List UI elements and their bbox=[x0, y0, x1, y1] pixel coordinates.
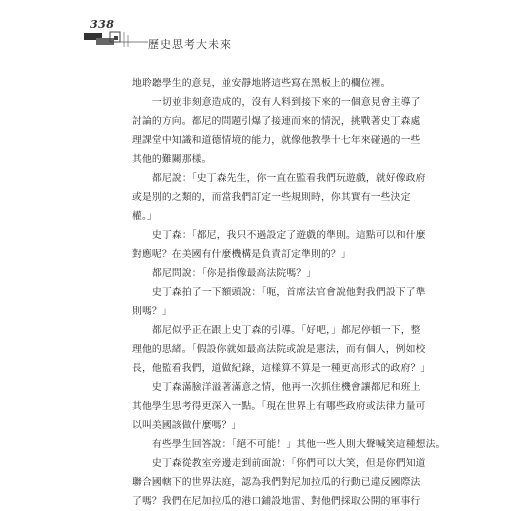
text-line: 聯合國轄下的世界法庭，認為我們對尼加拉瓜的行動已違反國際法 bbox=[132, 477, 421, 488]
text-line: 以叫美國該做什麼嗎？」 bbox=[132, 420, 242, 431]
text-line: 其他學生思考得更深入一點。「現在世界上有哪些政府或法律力量可 bbox=[132, 401, 426, 412]
text-line: 理他的思緒。「假設你就如最高法院或說是憲法，而有個人，例如校 bbox=[132, 344, 426, 355]
page-header bbox=[84, 18, 384, 51]
text-line: 理課堂中知識和道德情境的能力，就像他教學十七年來碰過的一些 bbox=[132, 135, 421, 146]
text-line: 其他的難關那樣。 bbox=[132, 154, 212, 165]
text-line: 長，他監看我們，道做紀錄，這樣算不算是一種更高形式的政府？」 bbox=[132, 363, 431, 374]
text-line: 史丁森滿臉洋溢著滿意之情，他再一次抓住機會讓都尼和班上 bbox=[152, 382, 421, 393]
text-line: 一切並非刻意造成的，沒有人料到接下來的一個意見會主導了 bbox=[152, 97, 421, 108]
text-line: 有些學生回答說：「絕不可能！」其他一些人則大聲喊笑這種想法。 bbox=[152, 439, 446, 450]
text-line: 或是別的之類的，而當我們訂定一些規則時，你其實有一些決定 bbox=[132, 192, 411, 203]
text-line: 都尼問說：「你是指像最高法院嗎？」 bbox=[152, 268, 317, 279]
text-line: 權。」 bbox=[132, 211, 157, 222]
text-line: 都尼似乎正在跟上史丁森的引導。「好吧，」都尼停頓一下，整 bbox=[152, 325, 421, 336]
running-title: 歷史思考大未來 bbox=[148, 38, 232, 51]
body-text bbox=[132, 74, 446, 511]
text-line: 史丁森從教室旁邊走到前面說：「你們可以大笑，但是你們知道 bbox=[152, 458, 426, 469]
text-line: 對應呢？在美國有什麼機構是負責訂定準則的？」 bbox=[132, 249, 351, 260]
text-line: 地聆聽學生的意見，並安靜地將這些寫在黑板上的欄位裡。 bbox=[132, 78, 391, 89]
text-line: 則嗎？」 bbox=[132, 306, 172, 317]
text-line: 都尼說：「史丁森先生，你一直在監看我們玩遊戲，就好像政府 bbox=[152, 173, 426, 184]
text-line: 討論的方向。都尼的問題引爆了接連而來的情況，挑戰著史丁森處 bbox=[132, 116, 421, 127]
page-number: 338 bbox=[90, 18, 115, 31]
text-line: 史丁森：「都尼，我只不過設定了遊戲的準則。這點可以和什麼 bbox=[152, 230, 426, 241]
header-ornament-icon bbox=[84, 31, 150, 49]
text-line: 了嗎？我們在尼加拉瓜的港口鋪設地雷、對他們採取公開的軍事行 bbox=[132, 496, 421, 507]
text-line: 史丁森拍了一下額頭說：「呃，首席法官會說他對我們設下了準 bbox=[152, 287, 426, 298]
